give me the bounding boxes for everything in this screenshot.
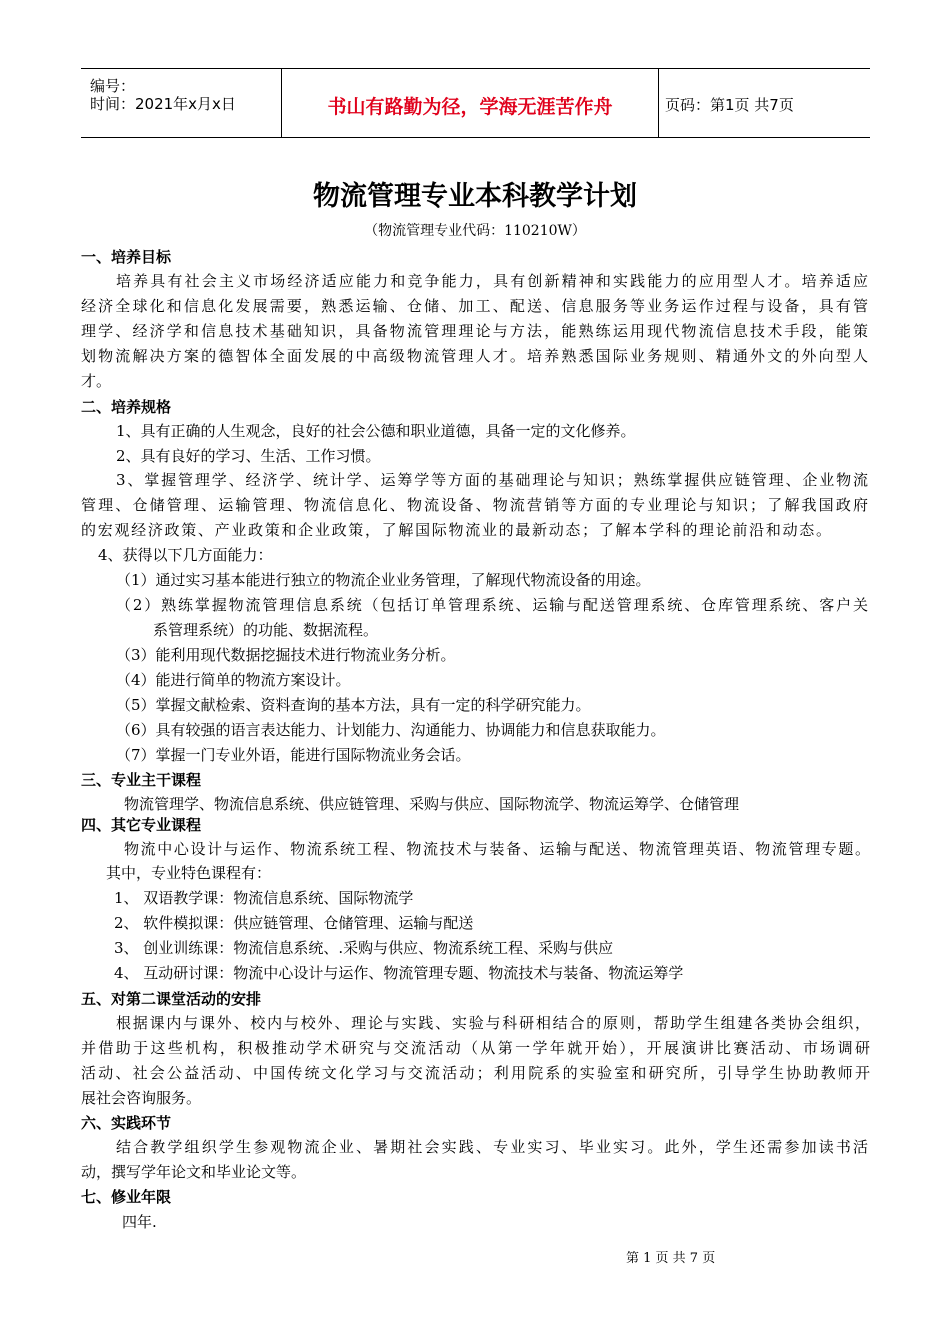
paragraph-line: 并借助于这些机构，积极推动学术研究与交流活动（从第一学年就开始），开展演讲比赛活动、市场调研: [81, 1039, 870, 1057]
list-item: （6）具有较强的语言表达能力、计划能力、沟通能力、协调能力和信息获取能力。: [116, 721, 666, 739]
header-motto-cell: [281, 69, 659, 137]
paragraph-line: 动，撰写学年论文和毕业论文等。: [81, 1163, 307, 1181]
page-footer: 第 1 页 共 7 页: [626, 1251, 716, 1266]
header-page-info: 页码：第1页 共7页: [665, 96, 794, 114]
list-item: （3）能利用现代数据挖掘技术进行物流业务分析。: [116, 646, 456, 664]
paragraph-line: 四年.: [122, 1213, 157, 1231]
list-item: 4、获得以下几方面能力：: [98, 546, 273, 564]
list-item: 3、掌握管理学、经济学、统计学、运筹学等方面的基础理论与知识；熟练掌握供应链管理、企业物流: [116, 471, 868, 489]
list-item: 1、具有正确的人生观念，良好的社会公德和职业道德，具备一定的文化修养。: [116, 422, 636, 440]
paragraph-line: 根据课内与课外、校内与校外、理论与实践、实验与科研相结合的原则，帮助学生组建各类协会组织，: [116, 1014, 870, 1032]
paragraph-line: 经济全球化和信息化发展需要，熟悉运输、仓储、加工、配送、信息服务等业务运作过程与设备，具有管: [81, 297, 868, 315]
page-header: [81, 68, 870, 138]
paragraph-line: 才。: [81, 372, 112, 390]
list-item: 1、 双语教学课：物流信息系统、国际物流学: [114, 889, 414, 907]
header-time-label: 时间：2021年x月x日: [90, 95, 236, 113]
list-item: （1）通过实习基本能进行独立的物流企业业务管理，了解现代物流设备的用途。: [116, 571, 651, 589]
document-title: 物流管理专业本科教学计划: [313, 181, 637, 212]
list-item: 3、 创业训练课：物流信息系统、.采购与供应、物流系统工程、采购与供应: [114, 939, 614, 957]
paragraph-line: 培养具有社会主义市场经济适应能力和竞争能力，具有创新精神和实践能力的应用型人才。培养适应: [116, 272, 868, 290]
paragraph-line: 管理、仓储管理、运输管理、物流信息化、物流设备、物流营销等方面的专业理论与知识；了解我国政府: [81, 496, 868, 514]
paragraph-line: 的宏观经济政策、产业政策和企业政策，了解国际物流业的最新动态；了解本学科的理论前沿和动态。: [81, 521, 831, 539]
header-code-label: 编号：: [90, 77, 136, 95]
list-item: （2）熟练掌握物流管理信息系统（包括订单管理系统、运输与配送管理系统、仓库管理系统、客户关: [116, 596, 868, 614]
header-motto: 书山有路勤为径，学海无涯苦作舟: [327, 96, 613, 118]
section-heading-spec: 二、培养规格: [81, 398, 172, 416]
list-item: 2、具有良好的学习、生活、工作习惯。: [116, 447, 381, 465]
section-heading-practice: 六、实践环节: [81, 1114, 172, 1132]
paragraph-line: 展社会咨询服务。: [81, 1089, 202, 1107]
list-item: 2、 软件模拟课：供应链管理、仓储管理、运输与配送: [114, 914, 474, 932]
section-heading-duration: 七、修业年限: [81, 1188, 172, 1206]
document-subtitle: （物流管理专业代码：110210W）: [364, 223, 586, 239]
section-heading-core-courses: 三、专业主干课程: [81, 771, 202, 789]
list-item: （7）掌握一门专业外语，能进行国际物流业务会话。: [116, 746, 471, 764]
paragraph-line: 理学、经济学和信息技术基础知识，具备物流管理理论与方法，能熟练运用现代物流信息技术手段，能策: [81, 322, 868, 340]
paragraph-line: 活动、社会公益活动、中国传统文化学习与交流活动；利用院系的实验室和研究所，引导学生协助教师开: [81, 1064, 870, 1082]
section-heading-other-courses: 四、其它专业课程: [81, 816, 202, 834]
paragraph-line: 划物流解决方案的德智体全面发展的中高级物流管理人才。培养熟悉国际业务规则、精通外文的外向型人: [81, 347, 868, 365]
list-item: （4）能进行简单的物流方案设计。: [116, 671, 351, 689]
section-heading-extracurricular: 五、对第二课堂活动的安排: [81, 990, 262, 1008]
paragraph-line: 其中，专业特色课程有：: [106, 864, 272, 882]
paragraph-line: 物流管理学、物流信息系统、供应链管理、采购与供应、国际物流学、物流运筹学、仓储管理: [124, 795, 740, 813]
list-item: （5）掌握文献检索、资料查询的基本方法，具有一定的科学研究能力。: [116, 696, 591, 714]
list-item: 4、 互动研讨课：物流中心设计与运作、物流管理专题、物流技术与装备、物流运筹学: [114, 964, 684, 982]
paragraph-line: 结合教学组织学生参观物流企业、暑期社会实践、专业实习、毕业实习。此外，学生还需参加读书活: [116, 1138, 868, 1156]
section-heading-goal: 一、培养目标: [81, 248, 172, 266]
paragraph-line: 物流中心设计与运作、物流系统工程、物流技术与装备、运输与配送、物流管理英语、物流管理专题。: [124, 840, 870, 858]
header-left-cell: [81, 69, 281, 137]
paragraph-line: 系管理系统）的功能、数据流程。: [153, 621, 379, 639]
